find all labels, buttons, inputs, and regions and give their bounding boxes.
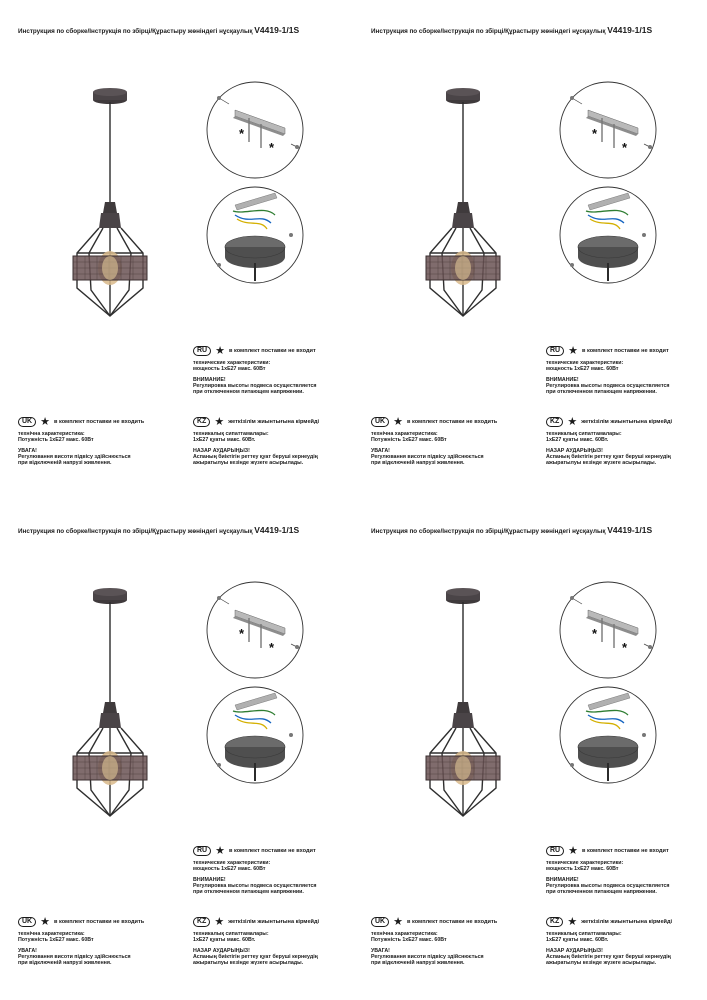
- mounting-bracket-diagram: [205, 580, 305, 680]
- wiring-canopy-diagram: [205, 685, 305, 785]
- not-included-note: жеткізілім жиынтығына кірмейді: [581, 418, 673, 425]
- specs-label: технические характеристики:: [546, 860, 624, 866]
- lang-badge-ru: RU: [546, 846, 564, 856]
- star-icon: ★: [568, 845, 578, 857]
- specs-label: технические характеристики:: [193, 360, 271, 366]
- specs-label: технические характеристики:: [546, 360, 624, 366]
- warning-label: УВАГА!: [18, 947, 37, 954]
- pendant-lamp-illustration: [55, 68, 165, 328]
- warning-line: Регулювання висоти підвісу здійснюється: [18, 953, 131, 960]
- warning-line: при відключеній напрузі живлення.: [18, 460, 112, 467]
- not-included-note: в комплект поставки не входит: [229, 347, 316, 354]
- warning-line: Регулювання висоти підвісу здійснюється: [371, 453, 484, 460]
- warning-label: НАЗАР АУДАРЫҢЫЗ!: [193, 947, 250, 954]
- specs-value: Потужність 1хЕ27 макс. 60Вт: [371, 437, 447, 444]
- not-included-note: в комплект поставки не входит: [582, 847, 669, 854]
- title-text: Инструкция по сборке/Інструкція по збірці/Құрастыру жөніндегі нұсқаулық: [371, 28, 606, 35]
- not-included-note: жеткізілім жиынтығына кірмейді: [228, 918, 320, 925]
- warning-line: при відключеній напрузі живлення.: [371, 460, 465, 467]
- warning-line: при відключеній напрузі живлення.: [371, 960, 465, 967]
- instruction-sheet: [0, 0, 353, 500]
- instruction-sheet: [353, 0, 706, 500]
- star-icon: ★: [40, 916, 50, 928]
- not-included-note: в комплект поставки не входит: [582, 347, 669, 354]
- warning-label: УВАГА!: [371, 447, 390, 454]
- specs-label: техникалық сипаттамалары:: [546, 931, 622, 937]
- model-number: V4419-1/1S: [607, 25, 653, 35]
- lang-badge-uk: UK: [371, 417, 389, 427]
- specs-label: технічна характеристика:: [371, 431, 438, 437]
- warning-label: ВНИМАНИЕ!: [546, 876, 579, 883]
- lang-badge-uk: UK: [371, 917, 389, 927]
- specs-value: Потужність 1хЕ27 макс. 60Вт: [371, 937, 447, 944]
- instructions-kz: [193, 917, 353, 966]
- warning-label: НАЗАР АУДАРЫҢЫЗ!: [546, 447, 603, 454]
- instructions-ru: [193, 346, 353, 395]
- warning-line: ажыратылуы кезінде жүзеге асырылады.: [546, 960, 657, 967]
- not-included-note: в комплект поставки не входит: [229, 847, 316, 854]
- warning-label: ВНИМАНИЕ!: [193, 376, 226, 383]
- specs-label: технічна характеристика:: [371, 931, 438, 937]
- warning-line: Аспаның биіктігін реттеу қуат беруші кернеудің: [193, 453, 318, 460]
- warning-line: при отключенном питающем напряжении.: [193, 389, 304, 396]
- model-number: V4419-1/1S: [607, 525, 653, 535]
- instructions-kz: [546, 417, 706, 466]
- svg-text:*: *: [239, 126, 245, 141]
- warning-label: УВАГА!: [371, 947, 390, 954]
- star-icon: ★: [214, 916, 225, 928]
- lang-badge-kz: KZ: [193, 417, 210, 427]
- title-text: Инструкция по сборке/Інструкція по збірці/Құрастыру жөніндегі нұсқаулық: [18, 528, 253, 535]
- specs-value: мощность 1хЕ27 макс. 60Вт: [546, 366, 619, 373]
- svg-text:*: *: [592, 126, 598, 141]
- warning-line: Аспаның биіктігін реттеу қуат беруші кернеудің: [546, 953, 671, 960]
- star-icon: ★: [214, 416, 225, 428]
- title-text: Инструкция по сборке/Інструкція по збірці/Құрастыру жөніндегі нұсқаулық: [371, 528, 606, 535]
- page-title: [18, 25, 299, 35]
- warning-line: Аспаның биіктігін реттеу қуат беруші кернеудің: [546, 453, 671, 460]
- not-included-note: жеткізілім жиынтығына кірмейді: [228, 418, 320, 425]
- not-included-note: в комплект поставки не входить: [54, 418, 145, 425]
- instructions-ru: [546, 846, 706, 895]
- star-icon: ★: [40, 416, 50, 428]
- svg-text:*: *: [592, 626, 598, 641]
- specs-value: мощность 1хЕ27 макс. 60Вт: [193, 866, 266, 873]
- warning-label: НАЗАР АУДАРЫҢЫЗ!: [193, 447, 250, 454]
- warning-line: ажыратылуы кезінде жүзеге асырылады.: [193, 460, 304, 467]
- not-included-note: в комплект поставки не входить: [407, 918, 498, 925]
- not-included-note: в комплект поставки не входить: [54, 918, 145, 925]
- specs-value: Потужність 1хЕ27 макс. 60Вт: [18, 437, 94, 444]
- lang-badge-kz: KZ: [546, 917, 563, 927]
- specs-label: техникалық сипаттамалары:: [193, 431, 269, 437]
- svg-text:*: *: [269, 640, 275, 655]
- specs-value: 1хЕ27 қуаты макс. 60Вт.: [193, 937, 256, 944]
- instruction-sheet: [0, 500, 353, 1000]
- specs-label: технічна характеристика:: [18, 931, 85, 937]
- svg-text:*: *: [622, 140, 628, 155]
- warning-line: Аспаның биіктігін реттеу қуат беруші кернеудің: [193, 953, 318, 960]
- warning-line: Регулировка высоты подвеса осуществляется: [193, 382, 317, 389]
- wiring-canopy-diagram: [558, 185, 658, 285]
- instructions-uk: [18, 917, 178, 966]
- not-included-note: жеткізілім жиынтығына кірмейді: [581, 918, 673, 925]
- warning-line: при отключенном питающем напряжении.: [546, 889, 657, 896]
- warning-line: Регулювання висоти підвісу здійснюється: [18, 453, 131, 460]
- mounting-bracket-diagram: [558, 80, 658, 180]
- mounting-bracket-diagram: [558, 580, 658, 680]
- star-icon: ★: [393, 416, 403, 428]
- page-title: [371, 25, 652, 35]
- specs-value: 1хЕ27 қуаты макс. 60Вт.: [546, 937, 609, 944]
- star-icon: ★: [568, 345, 578, 357]
- warning-line: ажыратылуы кезінде жүзеге асырылады.: [546, 460, 657, 467]
- pendant-lamp-illustration: [408, 568, 518, 828]
- specs-value: 1хЕ27 қуаты макс. 60Вт.: [546, 437, 609, 444]
- star-icon: ★: [215, 845, 225, 857]
- svg-text:*: *: [622, 640, 628, 655]
- star-icon: ★: [567, 416, 578, 428]
- wiring-canopy-diagram: [558, 685, 658, 785]
- specs-value: 1хЕ27 қуаты макс. 60Вт.: [193, 437, 256, 444]
- specs-label: техникалық сипаттамалары:: [193, 931, 269, 937]
- instructions-ru: [193, 846, 353, 895]
- pendant-lamp-illustration: [408, 68, 518, 328]
- instructions-uk: [371, 917, 531, 966]
- lang-badge-kz: KZ: [546, 417, 563, 427]
- instructions-uk: [371, 417, 531, 466]
- page-title: [371, 525, 652, 535]
- specs-value: мощность 1хЕ27 макс. 60Вт: [193, 366, 266, 373]
- specs-value: Потужність 1хЕ27 макс. 60Вт: [18, 937, 94, 944]
- instruction-sheet: [353, 500, 706, 1000]
- warning-label: НАЗАР АУДАРЫҢЫЗ!: [546, 947, 603, 954]
- warning-label: УВАГА!: [18, 447, 37, 454]
- lang-badge-ru: RU: [193, 846, 211, 856]
- warning-line: Регулювання висоти підвісу здійснюється: [371, 953, 484, 960]
- specs-label: технічна характеристика:: [18, 431, 85, 437]
- svg-text:*: *: [239, 626, 245, 641]
- warning-line: при отключенном питающем напряжении.: [546, 389, 657, 396]
- warning-line: Регулировка высоты подвеса осуществляется: [193, 882, 317, 889]
- warning-line: ажыратылуы кезінде жүзеге асырылады.: [193, 960, 304, 967]
- specs-label: технические характеристики:: [193, 860, 271, 866]
- warning-line: при отключенном питающем напряжении.: [193, 889, 304, 896]
- specs-label: техникалық сипаттамалары:: [546, 431, 622, 437]
- warning-line: Регулировка высоты подвеса осуществляется: [546, 382, 670, 389]
- lang-badge-uk: UK: [18, 417, 36, 427]
- star-icon: ★: [393, 916, 403, 928]
- star-icon: ★: [215, 345, 225, 357]
- star-icon: ★: [567, 916, 578, 928]
- pendant-lamp-illustration: [55, 568, 165, 828]
- title-text: Инструкция по сборке/Інструкція по збірці/Құрастыру жөніндегі нұсқаулық: [18, 28, 253, 35]
- instructions-kz: [546, 917, 706, 966]
- svg-text:*: *: [269, 140, 275, 155]
- instructions-ru: [546, 346, 706, 395]
- lang-badge-ru: RU: [193, 346, 211, 356]
- warning-label: ВНИМАНИЕ!: [193, 876, 226, 883]
- mounting-bracket-diagram: [205, 80, 305, 180]
- lang-badge-uk: UK: [18, 917, 36, 927]
- warning-line: при відключеній напрузі живлення.: [18, 960, 112, 967]
- page-title: [18, 525, 299, 535]
- lang-badge-kz: KZ: [193, 917, 210, 927]
- instructions-uk: [18, 417, 178, 466]
- warning-line: Регулировка высоты подвеса осуществляется: [546, 882, 670, 889]
- model-number: V4419-1/1S: [254, 25, 300, 35]
- wiring-canopy-diagram: [205, 185, 305, 285]
- specs-value: мощность 1хЕ27 макс. 60Вт: [546, 866, 619, 873]
- model-number: V4419-1/1S: [254, 525, 300, 535]
- lang-badge-ru: RU: [546, 346, 564, 356]
- instructions-kz: [193, 417, 353, 466]
- warning-label: ВНИМАНИЕ!: [546, 376, 579, 383]
- not-included-note: в комплект поставки не входить: [407, 418, 498, 425]
